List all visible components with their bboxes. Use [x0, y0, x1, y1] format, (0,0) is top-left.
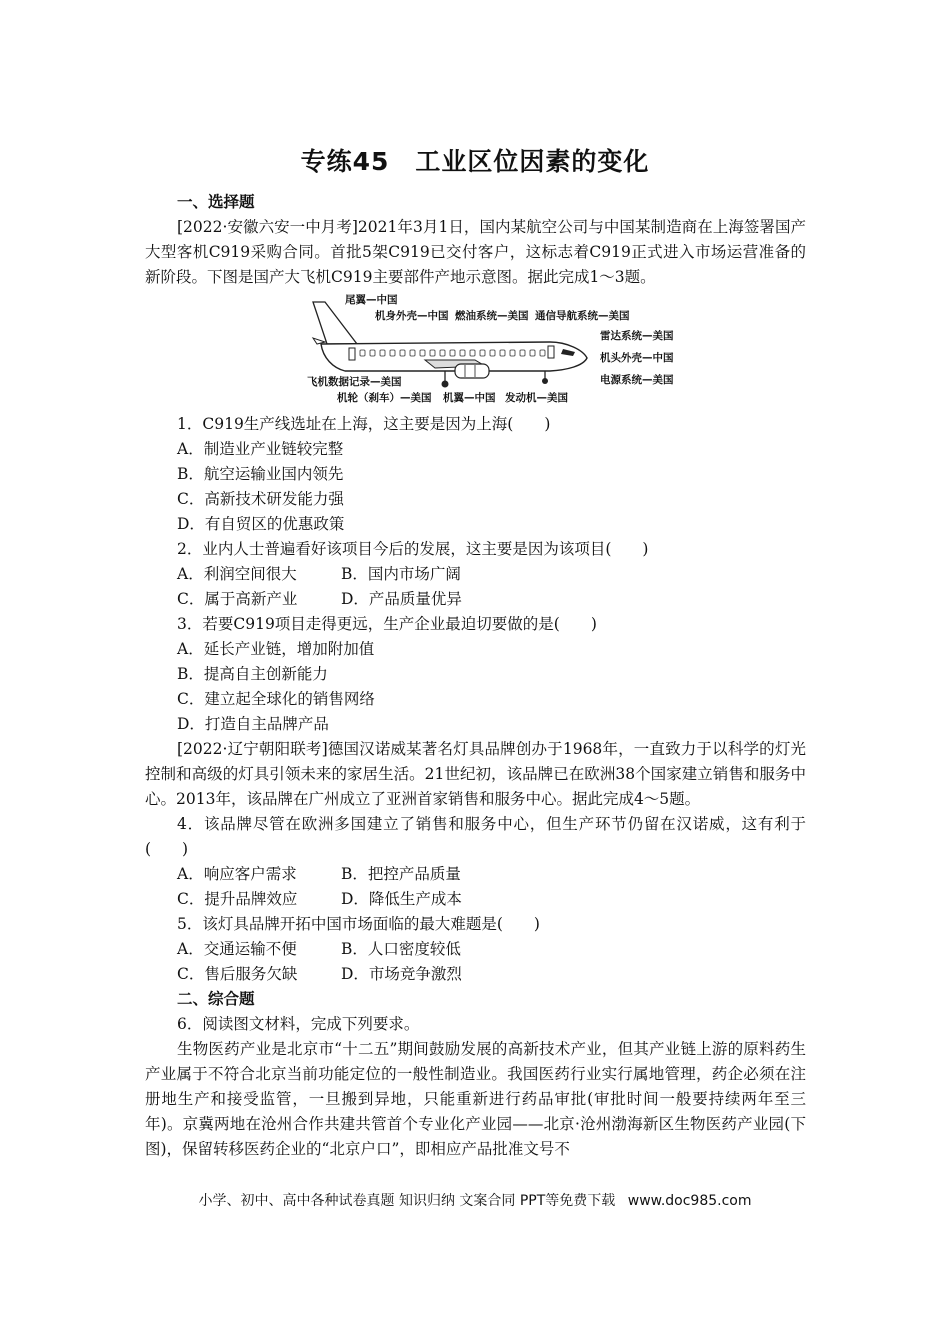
label-radar: 雷达系统—美国	[600, 330, 674, 342]
section-heading-comprehensive: 二、综合题	[177, 990, 255, 1008]
material-intro-2: [2022·辽宁朝阳联考]德国汉诺威某著名灯具品牌创办于1968年，一直致力于以科学的灯光控制和高级的灯具引领未来的家居生活。21世纪初，该品牌已在欧洲38个国家建立销售和服务中心。2013年，该品牌在广州成立了亚洲首家销售和服务中心。据此完成4～5题。	[145, 740, 806, 808]
q1-option-d: D．有自贸区的优惠政策	[177, 515, 345, 533]
label-recorder: 飞机数据记录—美国	[307, 376, 402, 388]
section-heading-choice: 一、选择题	[177, 193, 255, 211]
q2-option-d: D．产品质量优异	[341, 590, 462, 608]
label-wing: 机翼—中国	[443, 392, 496, 404]
question-4: 4．该品牌尽管在欧洲多国建立了销售和服务中心，但生产环节仍留在汉诺威，这有利于( )	[145, 815, 806, 858]
q1-option-a: A．制造业产业链较完整	[177, 440, 344, 458]
q4-options-row-1	[145, 862, 806, 887]
q4-option-b: B．把控产品质量	[341, 865, 461, 883]
q4-options-row-2	[145, 887, 806, 912]
q2-options-row-1	[145, 562, 806, 587]
q1-option-c: C．高新技术研发能力强	[177, 490, 344, 508]
page-footer	[0, 1190, 950, 1210]
question-2: 2．业内人士普遍看好该项目今后的发展，这主要是因为该项目( )	[177, 540, 649, 558]
q5-option-b: B．人口密度较低	[341, 940, 461, 958]
label-engine: 发动机—美国	[505, 392, 568, 404]
q3-option-d: D．打造自主品牌产品	[177, 715, 329, 733]
label-tail: 尾翼—中国	[345, 294, 398, 306]
q5-option-d: D．市场竞争激烈	[341, 965, 462, 983]
label-fuselage: 机身外壳—中国	[375, 310, 449, 322]
label-wheel: 机轮（刹车）—美国	[337, 392, 432, 404]
label-nav: 通信导航系统—美国	[535, 310, 630, 322]
q2-option-a: A．利润空间很大	[177, 565, 297, 583]
question-6: 6．阅读图文材料，完成下列要求。	[177, 1015, 420, 1033]
q5-option-c: C．售后服务欠缺	[177, 965, 298, 983]
q2-option-b: B．国内市场广阔	[341, 565, 461, 583]
q4-option-d: D．降低生产成本	[341, 890, 462, 908]
material-q6: 生物医药产业是北京市“十二五”期间鼓励发展的高新技术产业，但其产业链上游的原料药生产业属于不符合北京当前功能定位的一般性制造业。我国医药行业实行属地管理，药企必须在注册地生产和接受监管，一旦搬到异地，只能重新进行药品审批(审批时间一般要持续两年至三年)。京冀两地在沧州合作共建共管首个专业化产业园——北京·沧州渤海新区生物医药产业园(下图)，保留转移医药企业的“北京户口”，即相应产品批准文号不	[145, 1040, 806, 1158]
q3-option-b: B．提高自主创新能力	[177, 665, 328, 683]
q2-option-c: C．属于高新产业	[177, 590, 298, 608]
q4-option-a: A．响应客户需求	[177, 865, 297, 883]
q3-option-a: A．延长产业链，增加附加值	[177, 640, 375, 658]
material-intro-1: [2022·安徽六安一中月考]2021年3月1日，国内某航空公司与中国某制造商在上海签署国产大型客机C919采购合同。首批5架C919已交付客户，这标志着C919正式进入市场运营准备的新阶段。下图是国产大飞机C919主要部件产地示意图。据此完成1～3题。	[145, 218, 806, 286]
q3-option-c: C．建立起全球化的销售网络	[177, 690, 375, 708]
label-fuel: 燃油系统—美国	[455, 310, 529, 322]
q5-option-a: A．交通运输不便	[177, 940, 297, 958]
footer-url[interactable]: www.doc985.com	[627, 1193, 752, 1209]
page-title: 专练45 工业区位因素的变化	[300, 147, 650, 176]
q1-option-b: B．航空运输业国内领先	[177, 465, 344, 483]
question-3: 3．若要C919项目走得更远，生产企业最迫切要做的是( )	[177, 615, 597, 633]
c919-parts-diagram	[305, 294, 685, 406]
label-nose: 机头外壳—中国	[600, 352, 674, 364]
label-power: 电源系统—美国	[600, 374, 674, 386]
q2-options-row-2	[145, 587, 806, 612]
question-1: 1．C919生产线选址在上海，这主要是因为上海( )	[177, 415, 551, 433]
q5-options-row-1	[145, 937, 806, 962]
document-body	[145, 190, 806, 1162]
question-5: 5．该灯具品牌开拓中国市场面临的最大难题是( )	[177, 915, 540, 933]
footer-text: 小学、初中、高中各种试卷真题 知识归纳 文案合同 PPT等免费下载	[198, 1193, 616, 1209]
q4-option-c: C．提升品牌效应	[177, 890, 298, 908]
q5-options-row-2	[145, 962, 806, 987]
